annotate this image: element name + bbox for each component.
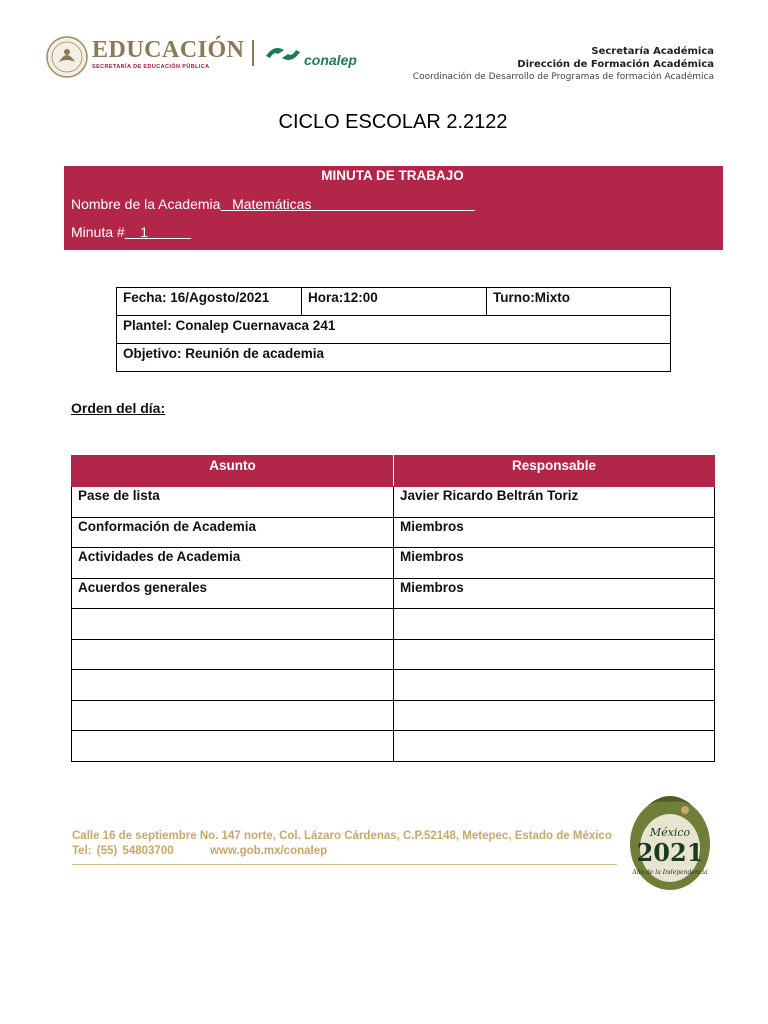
header-divider — [252, 40, 254, 66]
asunto-cell — [72, 700, 394, 731]
asunto-cell — [72, 609, 394, 640]
turno-cell: Turno:Mixto — [487, 288, 671, 316]
conalep-logo-icon — [264, 42, 302, 66]
academia-line — [71, 196, 475, 212]
asunto-cell: Acuerdos generales — [72, 578, 394, 609]
table-row — [72, 487, 715, 518]
asunto-cell — [72, 670, 394, 701]
responsable-cell — [394, 670, 715, 701]
table-row — [72, 548, 715, 579]
asunto-cell — [72, 639, 394, 670]
responsable-cell — [394, 700, 715, 731]
orden-del-dia-heading: Orden del día: — [71, 400, 166, 416]
conalep-logo-text: conalep — [304, 52, 357, 68]
responsable-cell: Miembros — [394, 517, 715, 548]
responsable-cell — [394, 731, 715, 762]
responsable-cell: Javier Ricardo Beltrán Toriz — [394, 487, 715, 518]
emblem-subtitle-text: Año de la Independencia — [632, 869, 708, 876]
agenda-table — [71, 455, 715, 762]
emblem-year-text: 2021 — [636, 838, 704, 867]
header-department-info — [413, 45, 714, 84]
emblem-mexico-text: México — [649, 826, 691, 839]
responsable-cell: Miembros — [394, 548, 715, 579]
academia-label: Nombre de la Academia — [71, 196, 221, 212]
asunto-cell: Pase de lista — [72, 487, 394, 518]
asunto-cell: Conformación de Academia — [72, 517, 394, 548]
agenda-header-responsable: Responsable — [394, 456, 715, 487]
objetivo-cell: Objetivo: Reunión de academia — [117, 344, 671, 372]
fecha-cell: Fecha: 16/Agosto/2021 — [117, 288, 302, 316]
table-row — [72, 700, 715, 731]
agenda-header-asunto: Asunto — [72, 456, 394, 487]
table-row — [72, 639, 715, 670]
footer-address: Calle 16 de septiembre No. 147 norte, Col. Lázaro Cárdenas, C.P.52148, Metepec, Estado de México — [72, 830, 612, 842]
table-row — [72, 578, 715, 609]
sep-logo-subtitle: SECRETARÍA DE EDUCACIÓN PÚBLICA — [92, 64, 210, 70]
footer-contact — [72, 845, 327, 857]
meeting-info-table — [116, 287, 671, 372]
table-row — [72, 731, 715, 762]
responsable-cell — [394, 609, 715, 640]
mexico-2021-emblem — [627, 786, 713, 894]
hora-cell: Hora:12:00 — [302, 288, 487, 316]
minuta-line — [71, 224, 191, 240]
banner-heading: MINUTA DE TRABAJO — [321, 168, 464, 183]
footer-website: www.gob.mx/conalep — [209, 845, 328, 857]
asunto-cell — [72, 731, 394, 762]
header-secretaria: Secretaría Académica — [591, 46, 714, 57]
responsable-cell: Miembros — [394, 578, 715, 609]
minuta-banner — [64, 166, 723, 250]
footer-phone: Tel: (55) 54803700 — [72, 845, 174, 857]
responsable-cell — [394, 639, 715, 670]
plantel-cell: Plantel: Conalep Cuernavaca 241 — [117, 316, 671, 344]
educacion-logo-title: EDUCACIÓN — [92, 37, 245, 63]
header-coordinacion: Coordinación de Desarrollo de Programas de formación Académica — [412, 72, 714, 82]
minuta-value: 1 — [124, 224, 191, 240]
table-row — [72, 609, 715, 640]
footer-divider — [72, 864, 617, 865]
header-direccion: Dirección de Formación Académica — [517, 59, 714, 70]
academia-value: Matemáticas — [220, 196, 475, 212]
minuta-label: Minuta # — [71, 224, 125, 240]
asunto-cell: Actividades de Academia — [72, 548, 394, 579]
table-row — [72, 670, 715, 701]
document-title: CICLO ESCOLAR 2.2122 — [278, 111, 508, 133]
table-row — [72, 517, 715, 548]
mexico-seal-logo — [46, 36, 88, 78]
